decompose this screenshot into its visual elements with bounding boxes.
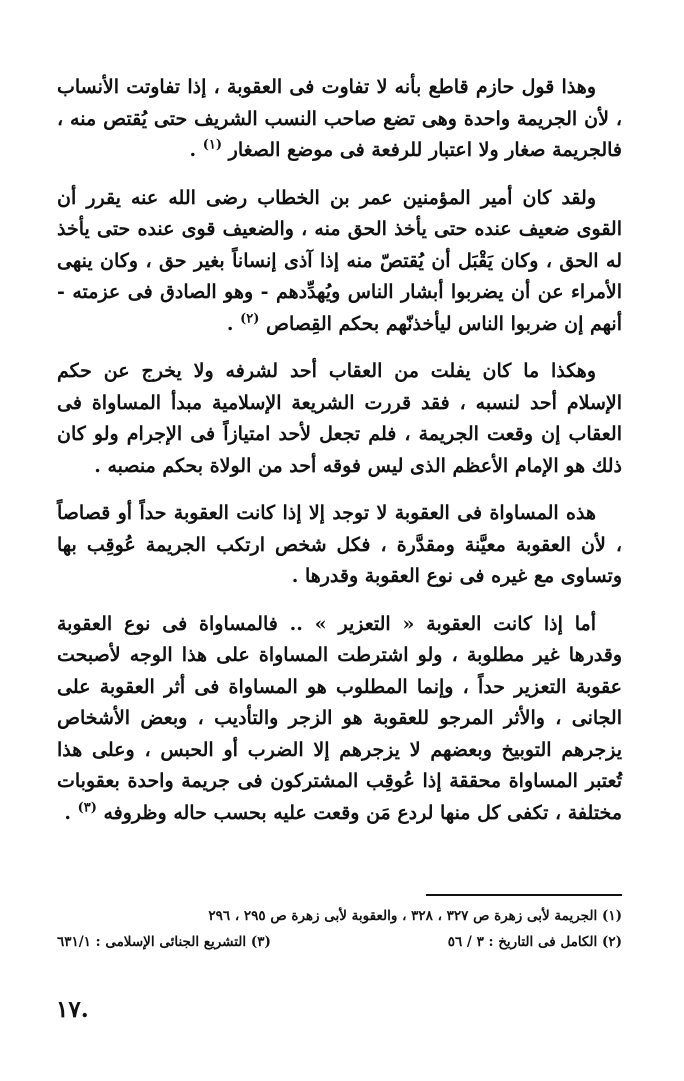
footnotes (57, 906, 622, 958)
paragraph-5 (57, 609, 622, 830)
paragraph-end: . (189, 139, 203, 161)
paragraph-text: أما إذا كانت العقوبة « التعزير » .. فالمساواة فى نوع العقوبة وقدرها غير مطلوبة ، ولو اشترطت المساواة على هذا الوجه لأصبحت عقوبة التعزير حداً ، وإنما المطلوب هو المساواة فى أثر العقوبة على الجانى ، والأثر المرجو للعقوبة هو الزجر والتأديب ، وبعض الأشخاص يزجرهم التوبيخ وبعضهم لا يزجرهم إلا الضرب أو الحبس ، وعلى هذا تُعتبر المساواة محققة إذا عُوقِب المشتركون فى جريمة واحدة بعقوبات مختلفة ، تكفى كل منها لردع مَن وقعت عليه بحسب حاله وظروفه (57, 612, 622, 824)
paragraph-4 (57, 498, 622, 593)
paragraph-3 (57, 356, 622, 482)
paragraph-1 (57, 72, 622, 167)
page-number: ١٧. (56, 996, 89, 1023)
footnote-row (57, 906, 622, 926)
paragraph-2 (57, 183, 622, 341)
paragraph-end: . (64, 801, 78, 824)
paragraph-text: وهكذا ما كان يفلت من العقاب أحد لشرفه ولا يخرج عن حكم الإسلام أحد لنسبه ، فقد قررت الشريعة الإسلامية مبدأ المساواة فى العقاب إن وقعت الجريمة ، فلم تجعل لأحد امتيازاً فى الإجرام ولو كان ذلك هو الإمام الأعظم الذى ليس فوقه أحد من الولاة بحكم منصبه . (57, 360, 622, 477)
footnote-3: (٣) التشريع الجنائى الإسلامى : ٦٣١/١ (57, 934, 271, 950)
footnote-2: (٢) الكامل فى التاريخ : ٣ / ٥٦ (447, 934, 622, 950)
paragraph-text: وهذا قول حازم قاطع بأنه لا تفاوت فى العقوبة ، إذا تفاوتت الأنساب ، لأن الجريمة واحدة وهى تضع صاحب النسب الشريف حتى يُقتص منه ، فالجريمة صغار ولا اعتبار للرفعة فى موضع الصغار (57, 76, 622, 161)
footnote-row (57, 932, 622, 952)
footnote-marker: (٢) (240, 311, 260, 327)
footnote-divider (426, 894, 622, 896)
footnote-1: (١) الجريمة لأبى زهرة ص ٣٢٧ ، ٣٢٨ ، والعقوبة لأبى زهرة ص ٢٩٥ ، ٢٩٦ (208, 908, 622, 924)
paragraph-text: ولقد كان أمير المؤمنين عمر بن الخطاب رضى الله عنه يقرر أن القوى ضعيف عنده حتى يأخذ الحق منه ، والضعيف قوى عنده حتى يأخذ له الحق ، وكان يَقْبَل أن يُقتصّ منه إذا آذى إنساناً بغير حق ، وكان ينهى الأمراء عن أن يضربوا أبشار الناس ويُهدِّدهم - وهو الصادق فى عزمته - أنهم إن ضربوا الناس ليأخذنّهم بحكم القِصاص (57, 186, 622, 335)
footnote-marker: (٣) (77, 800, 97, 816)
main-text (57, 72, 622, 845)
paragraph-end: . (226, 312, 241, 335)
footnote-marker: (١) (202, 137, 223, 153)
paragraph-text: هذه المساواة فى العقوبة لا توجد إلا إذا كانت العقوبة حداً أو قصاصاً ، لأن العقوبة معيَّنة ومقدَّرة ، فكل شخص ارتكب الجريمة عُوقِب بها وتساوى مع غيره فى نوع العقوبة وقدرها . (57, 502, 622, 587)
